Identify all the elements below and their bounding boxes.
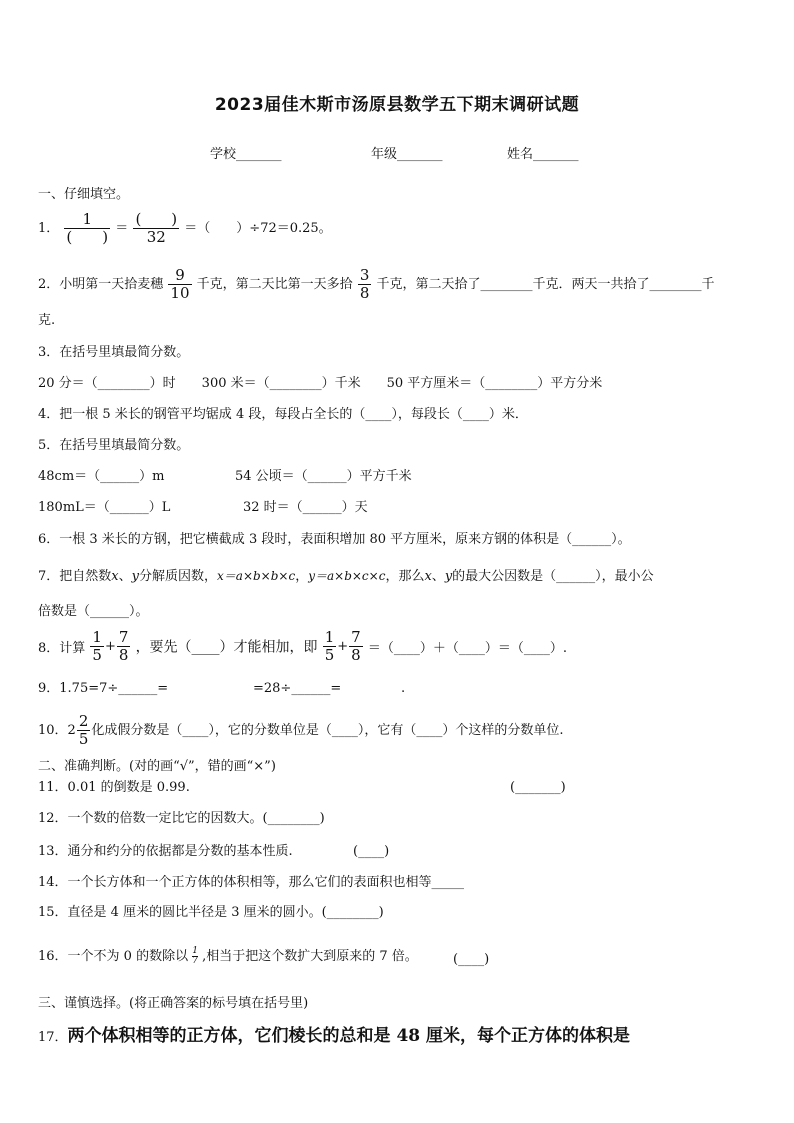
question-14: 14．一个长方体和一个正方体的体积相等，那么它们的表面积也相等_____	[38, 875, 465, 890]
fraction: $\frac{2}{5}$	[78, 712, 89, 748]
question-17: 17．两个体积相等的正方体，它们棱长的总和是 48 厘米，每个正方体的体积是	[38, 1026, 631, 1046]
question-3-line: 20 分＝（________）时 300 米＝（________）千米 50 平方厘米＝（________）平方分米	[38, 376, 603, 391]
section-1-heading: 一、仔细填空。	[38, 187, 130, 202]
question-9-b: =28÷______=	[253, 681, 342, 696]
question-5-a: 48cm＝（______）m	[38, 469, 165, 484]
question-5-c: 180mL＝（______）L	[38, 500, 171, 515]
question-1: 1． $\frac{1}{( )}$ ＝ $\frac{( )}{32}$ ＝（ ）÷72＝0.25。	[38, 210, 332, 246]
section-3-heading: 三、谨慎选择。(将正确答案的标号填在括号里)	[38, 996, 309, 1011]
question-5-d: 32 时＝（______）天	[243, 500, 368, 515]
section-2-heading: 二、准确判断。(对的画“√”，错的画“×”)	[38, 759, 276, 774]
grade-field: 年级_______	[371, 147, 443, 162]
question-5-heading: 5．在括号里填最简分数。	[38, 438, 190, 453]
question-4: 4．把一根 5 米长的钢管平均锯成 4 段，每段占全长的（____），每段长（____）米．	[38, 407, 528, 422]
page-title: 2023届佳木斯市汤原县数学五下期末调研试题	[214, 95, 580, 115]
question-5-b: 54 公顷＝（______）平方千米	[235, 469, 412, 484]
question-15: 15．直径是 4 厘米的圆比半径是 3 厘米的圆小。(________)	[38, 905, 384, 920]
fraction: $\frac{1}{5}$	[324, 628, 335, 664]
name-field: 姓名_______	[507, 147, 579, 162]
question-7-cont: 倍数是（______）。	[38, 604, 149, 619]
question-2-cont: 克.	[38, 313, 56, 328]
question-6: 6．一根 3 米长的方钢，把它横截成 3 段时，表面积增加 80 平方厘米，原来方钢的体积是（______）。	[38, 532, 631, 547]
fraction: $\frac{( )}{32}$	[135, 210, 178, 246]
question-9-c: .	[401, 681, 406, 696]
school-field: 学校_______	[210, 147, 282, 162]
fraction: $\frac{1}{7}$	[192, 946, 198, 966]
question-16-blank: (____)	[453, 952, 490, 967]
fraction: $\frac{9}{10}$	[170, 266, 190, 302]
question-10: 10．2 $\frac{2}{5}$ 化成假分数是（____），它的分数单位是（____），它有（____）个这样的分数单位.	[38, 712, 564, 748]
fraction: $\frac{7}{8}$	[351, 628, 361, 664]
question-13-blank: (____)	[353, 844, 390, 859]
fraction: $\frac{3}{8}$	[359, 266, 370, 302]
question-11: 11．0.01 的倒数是 0.99.	[38, 780, 190, 795]
question-13: 13．通分和约分的依据都是分数的基本性质.	[38, 844, 293, 859]
question-11-blank: (_______)	[510, 780, 566, 795]
fraction: $\frac{1}{5}$	[92, 628, 102, 664]
fraction: $\frac{1}{( )}$	[66, 210, 109, 246]
fraction: $\frac{7}{8}$	[118, 628, 129, 664]
question-7: 7．把自然数x、y分解质因数，x＝a×b×b×c，y＝a×b×c×c，那么x、y的最大公因数是（______），最小公	[38, 569, 654, 584]
question-8: 8．计算 $\frac{1}{5}$ + $\frac{7}{8}$ ，要先（____）才能相加，即 $\frac{1}{5}$ + $\frac{7}{8}$ ＝（____）＋（____）＝（____）.	[38, 628, 567, 664]
question-9-a: 9．1.75=7÷______=	[38, 681, 169, 696]
question-16: 16．一个不为 0 的数除以 $\frac{1}{7}$ ,相当于把这个数扩大到原来的 7 倍。	[38, 946, 418, 966]
question-3-heading: 3．在括号里填最简分数。	[38, 345, 190, 360]
question-2: 2．小明第一天拾麦穗 $\frac{9}{10}$ 千克，第二天比第一天多拾 $\frac{3}{8}$ 千克，第二天拾了________千克．两天一共拾了________千	[38, 266, 715, 302]
question-12: 12．一个数的倍数一定比它的因数大。(________)	[38, 811, 325, 826]
